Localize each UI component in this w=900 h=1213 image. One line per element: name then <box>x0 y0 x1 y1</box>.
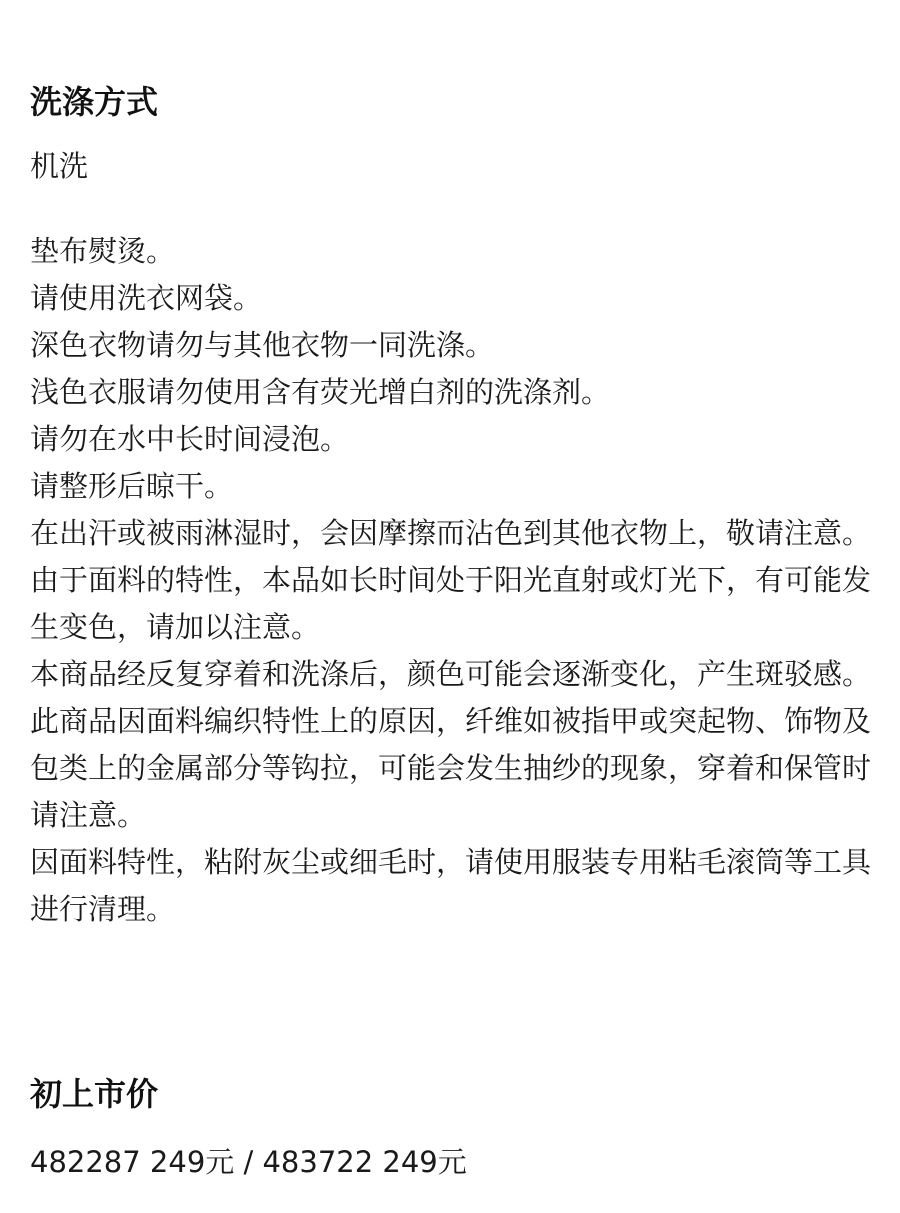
care-note: 在出汗或被雨淋湿时，会因摩擦而沾色到其他衣物上，敬请注意。 <box>30 516 872 550</box>
care-note: 请整形后晾干。 <box>30 469 234 503</box>
care-note: 浅色衣服请勿使用含有荧光增白剂的洗涤剂。 <box>30 375 611 409</box>
care-note: 因面料特性，粘附灰尘或细毛时，请使用服装专用粘毛滚筒等工具进行清理。 <box>30 845 872 926</box>
care-note: 垫布熨烫。 <box>30 234 176 268</box>
care-note: 本商品经反复穿着和洗涤后，颜色可能会逐渐变化，产生斑驳感。 <box>30 657 872 691</box>
care-note: 深色衣物请勿与其他衣物一同洗涤。 <box>30 328 495 362</box>
care-note: 此商品因面料编织特性上的原因，纤维如被指甲或突起物、饰物及包类上的金属部分等钩拉，可能会发生抽纱的现象，穿着和保管时请注意。 <box>30 704 872 832</box>
care-note: 请使用洗衣网袋。 <box>30 281 263 315</box>
wash-method-heading: 洗涤方式 <box>30 83 159 121</box>
wash-method-value: 机洗 <box>30 149 89 183</box>
care-note: 请勿在水中长时间浸泡。 <box>30 422 350 456</box>
care-notes-list <box>30 228 875 933</box>
launch-price-value: 482287 249元 / 483722 249元 <box>30 1145 467 1179</box>
care-note: 由于面料的特性，本品如长时间处于阳光直射或灯光下，有可能发生变色，请加以注意。 <box>30 563 872 644</box>
launch-price-heading: 初上市价 <box>30 1075 159 1113</box>
